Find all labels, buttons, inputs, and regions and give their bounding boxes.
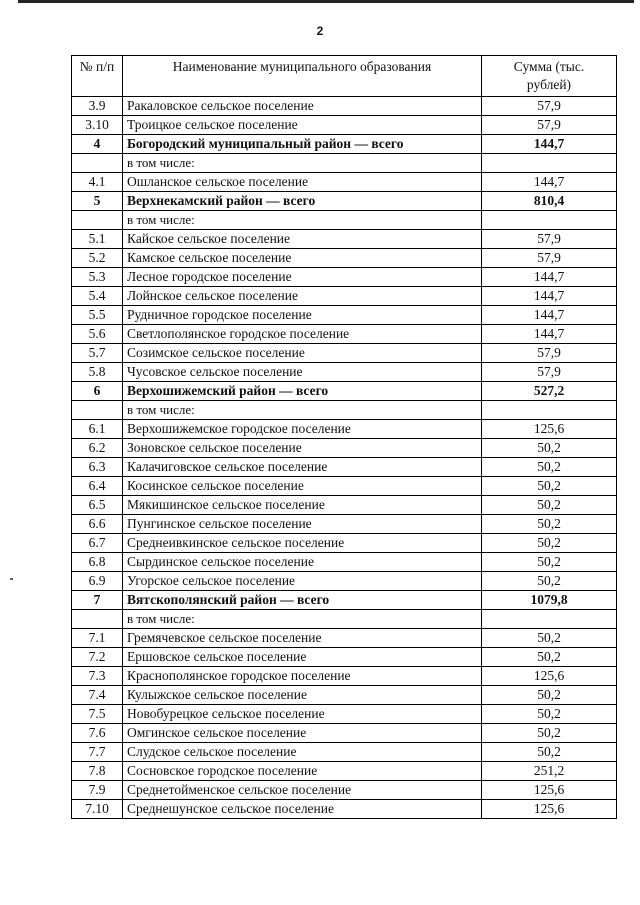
row-number-cell: 6.9 xyxy=(72,572,123,591)
table-body xyxy=(72,97,617,819)
table-row xyxy=(72,800,617,819)
municipality-name-cell: Омгинское сельское поселение xyxy=(123,724,482,743)
municipality-name-cell: Лесное городское поселение xyxy=(123,268,482,287)
municipality-name-cell: Ершовское сельское поселение xyxy=(123,648,482,667)
sum-cell xyxy=(482,401,617,420)
row-number-cell: 6.4 xyxy=(72,477,123,496)
sum-cell: 1079,8 xyxy=(482,591,617,610)
municipality-name-cell: в том числе: xyxy=(123,211,482,230)
municipality-name-cell: Ошланское сельское поселение xyxy=(123,173,482,192)
row-number-cell: 5.5 xyxy=(72,306,123,325)
sum-cell: 251,2 xyxy=(482,762,617,781)
sum-cell: 50,2 xyxy=(482,572,617,591)
row-number-cell: 5 xyxy=(72,192,123,211)
table-row xyxy=(72,230,617,249)
sum-cell: 50,2 xyxy=(482,743,617,762)
row-number-cell xyxy=(72,211,123,230)
table-row xyxy=(72,249,617,268)
row-number-cell: 6.7 xyxy=(72,534,123,553)
municipality-name-cell: Верхошижемское городское поселение xyxy=(123,420,482,439)
table-row xyxy=(72,762,617,781)
table-row xyxy=(72,743,617,762)
municipality-name-cell: в том числе: xyxy=(123,610,482,629)
municipality-name-cell: Ракаловское сельское поселение xyxy=(123,97,482,116)
municipality-name-cell: Среднетойменское сельское поселение xyxy=(123,781,482,800)
row-number-cell: 6 xyxy=(72,382,123,401)
sum-cell: 144,7 xyxy=(482,135,617,154)
sum-cell: 57,9 xyxy=(482,230,617,249)
municipality-name-cell: Мякишинское сельское поселение xyxy=(123,496,482,515)
municipality-name-cell: Камское сельское поселение xyxy=(123,249,482,268)
sum-cell: 125,6 xyxy=(482,800,617,819)
municipality-name-cell: Вятскополянский район — всего xyxy=(123,591,482,610)
row-number-cell xyxy=(72,610,123,629)
row-number-cell: 7.7 xyxy=(72,743,123,762)
row-number-cell: 7.2 xyxy=(72,648,123,667)
table-row xyxy=(72,344,617,363)
sum-cell: 144,7 xyxy=(482,325,617,344)
municipality-name-cell: в том числе: xyxy=(123,401,482,420)
row-number-cell: 6.2 xyxy=(72,439,123,458)
municipality-name-cell: в том числе: xyxy=(123,154,482,173)
table-row-subheader xyxy=(72,154,617,173)
sum-cell: 50,2 xyxy=(482,477,617,496)
table-row xyxy=(72,477,617,496)
row-number-cell: 7.3 xyxy=(72,667,123,686)
sum-cell: 50,2 xyxy=(482,515,617,534)
table-row xyxy=(72,781,617,800)
page-number: 2 xyxy=(316,24,324,38)
row-number-cell: 5.2 xyxy=(72,249,123,268)
sum-cell: 50,2 xyxy=(482,496,617,515)
sum-cell xyxy=(482,154,617,173)
row-number-cell: 5.6 xyxy=(72,325,123,344)
municipality-name-cell: Калачиговское сельское поселение xyxy=(123,458,482,477)
table-row xyxy=(72,534,617,553)
table-row xyxy=(72,496,617,515)
municipality-name-cell: Угорское сельское поселение xyxy=(123,572,482,591)
table-row xyxy=(72,572,617,591)
sum-cell: 50,2 xyxy=(482,648,617,667)
municipality-name-cell: Троицкое сельское поселение xyxy=(123,116,482,135)
row-number-cell: 6.5 xyxy=(72,496,123,515)
table-row-subheader xyxy=(72,610,617,629)
municipality-name-cell: Гремячевское сельское поселение xyxy=(123,629,482,648)
municipality-name-cell: Созимское сельское поселение xyxy=(123,344,482,363)
sum-cell: 50,2 xyxy=(482,705,617,724)
table-row xyxy=(72,686,617,705)
municipality-name-cell: Слудское сельское поселение xyxy=(123,743,482,762)
municipality-name-cell: Кулыжское сельское поселение xyxy=(123,686,482,705)
allocation-table xyxy=(71,55,617,819)
municipality-name-cell: Краснополянское городское поселение xyxy=(123,667,482,686)
row-number-cell: 4.1 xyxy=(72,173,123,192)
table-row xyxy=(72,667,617,686)
municipality-name-cell: Верхошижемский район — всего xyxy=(123,382,482,401)
sum-cell: 527,2 xyxy=(482,382,617,401)
table-row xyxy=(72,648,617,667)
table-row xyxy=(72,268,617,287)
sum-cell: 810,4 xyxy=(482,192,617,211)
row-number-cell: 7.1 xyxy=(72,629,123,648)
sum-cell: 144,7 xyxy=(482,306,617,325)
row-number-cell: 5.7 xyxy=(72,344,123,363)
sum-cell: 57,9 xyxy=(482,116,617,135)
table-row-district-total xyxy=(72,591,617,610)
table-row xyxy=(72,420,617,439)
row-number-cell: 3.10 xyxy=(72,116,123,135)
municipality-name-cell: Сырдинское сельское поселение xyxy=(123,553,482,572)
row-number-cell: 3.9 xyxy=(72,97,123,116)
sum-cell: 50,2 xyxy=(482,629,617,648)
row-number-cell: 6.3 xyxy=(72,458,123,477)
municipality-name-cell: Рудничное городское поселение xyxy=(123,306,482,325)
row-number-cell: 6.1 xyxy=(72,420,123,439)
row-number-cell: 5.8 xyxy=(72,363,123,382)
municipality-name-cell: Среднешунское сельское поселение xyxy=(123,800,482,819)
sum-cell: 144,7 xyxy=(482,268,617,287)
sum-cell xyxy=(482,211,617,230)
sum-cell: 125,6 xyxy=(482,420,617,439)
sum-cell: 57,9 xyxy=(482,97,617,116)
row-number-cell: 7.10 xyxy=(72,800,123,819)
row-number-cell: 7.8 xyxy=(72,762,123,781)
row-number-cell xyxy=(72,401,123,420)
sum-cell: 50,2 xyxy=(482,458,617,477)
row-number-cell: 6.8 xyxy=(72,553,123,572)
table-row-subheader xyxy=(72,401,617,420)
sum-cell: 50,2 xyxy=(482,534,617,553)
row-number-cell: 5.1 xyxy=(72,230,123,249)
sum-cell: 50,2 xyxy=(482,686,617,705)
row-number-cell: 4 xyxy=(72,135,123,154)
sum-cell: 57,9 xyxy=(482,344,617,363)
header-municipality-name: Наименование муниципального образования xyxy=(123,56,482,97)
table-header-row xyxy=(72,56,617,97)
table-row xyxy=(72,306,617,325)
sum-cell xyxy=(482,610,617,629)
municipality-name-cell: Пунгинское сельское поселение xyxy=(123,515,482,534)
table-row xyxy=(72,116,617,135)
municipality-name-cell: Богородский муниципальный район — всего xyxy=(123,135,482,154)
sum-cell: 50,2 xyxy=(482,553,617,572)
table-row xyxy=(72,173,617,192)
municipality-name-cell: Среднеивкинское сельское поселение xyxy=(123,534,482,553)
municipality-name-cell: Зоновское сельское поселение xyxy=(123,439,482,458)
table-row xyxy=(72,287,617,306)
row-number-cell: 7.4 xyxy=(72,686,123,705)
table-row-district-total xyxy=(72,192,617,211)
sum-cell: 57,9 xyxy=(482,363,617,382)
table-row xyxy=(72,439,617,458)
table-row xyxy=(72,553,617,572)
table-row xyxy=(72,97,617,116)
row-number-cell: 7.9 xyxy=(72,781,123,800)
municipality-name-cell: Светлополянское городское поселение xyxy=(123,325,482,344)
municipality-name-cell: Чусовское сельское поселение xyxy=(123,363,482,382)
margin-mark xyxy=(10,578,13,580)
table-row-subheader xyxy=(72,211,617,230)
table-row-district-total xyxy=(72,135,617,154)
row-number-cell: 7.6 xyxy=(72,724,123,743)
municipality-name-cell: Кайское сельское поселение xyxy=(123,230,482,249)
table-row xyxy=(72,458,617,477)
sum-cell: 50,2 xyxy=(482,439,617,458)
sum-cell: 50,2 xyxy=(482,724,617,743)
row-number-cell: 6.6 xyxy=(72,515,123,534)
header-sum: Сумма (тыс. рублей) xyxy=(482,56,617,97)
row-number-cell: 5.4 xyxy=(72,287,123,306)
sum-cell: 125,6 xyxy=(482,667,617,686)
top-border-line xyxy=(18,0,634,3)
table-row-district-total xyxy=(72,382,617,401)
row-number-cell xyxy=(72,154,123,173)
table-row xyxy=(72,325,617,344)
table-row xyxy=(72,705,617,724)
municipality-name-cell: Сосновское городское поселение xyxy=(123,762,482,781)
sum-cell: 125,6 xyxy=(482,781,617,800)
header-number: № п/п xyxy=(72,56,123,97)
municipality-name-cell: Лойнское сельское поселение xyxy=(123,287,482,306)
row-number-cell: 7 xyxy=(72,591,123,610)
sum-cell: 57,9 xyxy=(482,249,617,268)
sum-cell: 144,7 xyxy=(482,173,617,192)
table-row xyxy=(72,629,617,648)
table-row xyxy=(72,515,617,534)
municipality-name-cell: Новобурецкое сельское поселение xyxy=(123,705,482,724)
municipality-name-cell: Косинское сельское поселение xyxy=(123,477,482,496)
table-row xyxy=(72,363,617,382)
row-number-cell: 7.5 xyxy=(72,705,123,724)
municipality-name-cell: Верхнекамский район — всего xyxy=(123,192,482,211)
row-number-cell: 5.3 xyxy=(72,268,123,287)
table-row xyxy=(72,724,617,743)
sum-cell: 144,7 xyxy=(482,287,617,306)
